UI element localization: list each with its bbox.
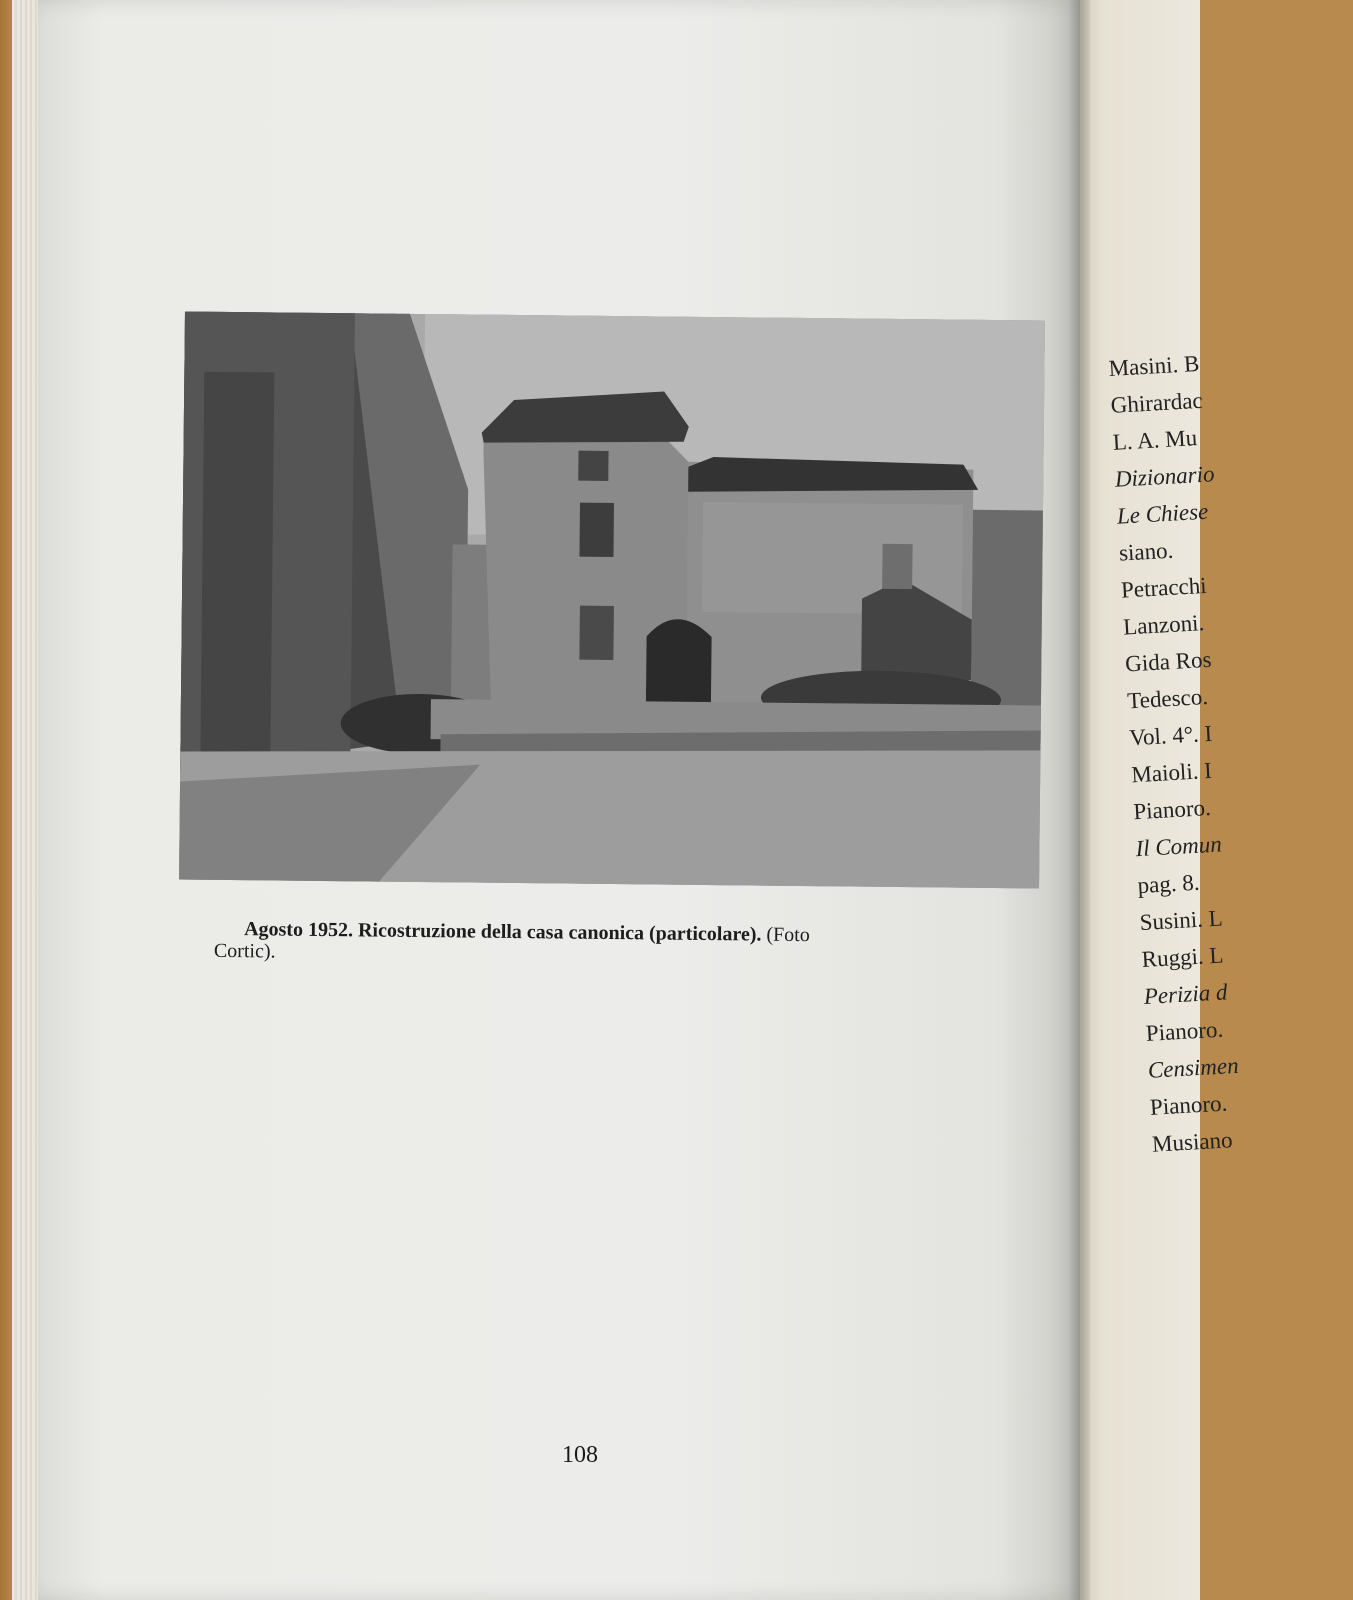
caption-bold-text: Agosto 1952. Ricostruzione della casa canonica (particolare). xyxy=(244,918,762,946)
right-line: Pianoro. xyxy=(1149,1090,1228,1120)
page-number: 108 xyxy=(562,1442,598,1468)
right-line: Lanzoni. xyxy=(1122,610,1205,640)
caption-credit-continued: Cortic). xyxy=(213,939,276,963)
right-line: Maioli. I xyxy=(1130,757,1213,788)
right-line: Dizionario xyxy=(1114,461,1216,492)
photo-caption xyxy=(214,918,1004,970)
right-line: Perizia d xyxy=(1143,979,1229,1009)
right-line: Masini. B xyxy=(1108,350,1200,381)
right-line: L. A. Mu xyxy=(1112,425,1198,455)
building-photograph xyxy=(179,312,1045,889)
right-line: Censimen xyxy=(1147,1052,1240,1083)
caption-credit-text: (Foto xyxy=(761,923,810,947)
right-line: Susini. L xyxy=(1138,905,1224,936)
photo-icon xyxy=(179,312,1045,889)
right-line: siano. xyxy=(1118,537,1174,566)
right-line: Pianoro. xyxy=(1145,1016,1224,1046)
right-line: Ghirardac xyxy=(1110,387,1204,418)
book-gutter xyxy=(1068,0,1090,1600)
right-line: Petracchi xyxy=(1120,572,1208,603)
right-line: Pianoro. xyxy=(1132,794,1212,825)
right-line: Gida Ros xyxy=(1124,646,1213,677)
right-line: Le Chiese xyxy=(1116,498,1209,529)
right-line: Musiano xyxy=(1151,1127,1234,1157)
right-line: Ruggi. L xyxy=(1141,942,1225,973)
right-line: Il Comun xyxy=(1134,831,1223,862)
right-line: pag. 8. xyxy=(1136,869,1201,899)
right-line: Tedesco. xyxy=(1126,683,1209,714)
right-line: Vol. 4°. I xyxy=(1128,720,1213,751)
